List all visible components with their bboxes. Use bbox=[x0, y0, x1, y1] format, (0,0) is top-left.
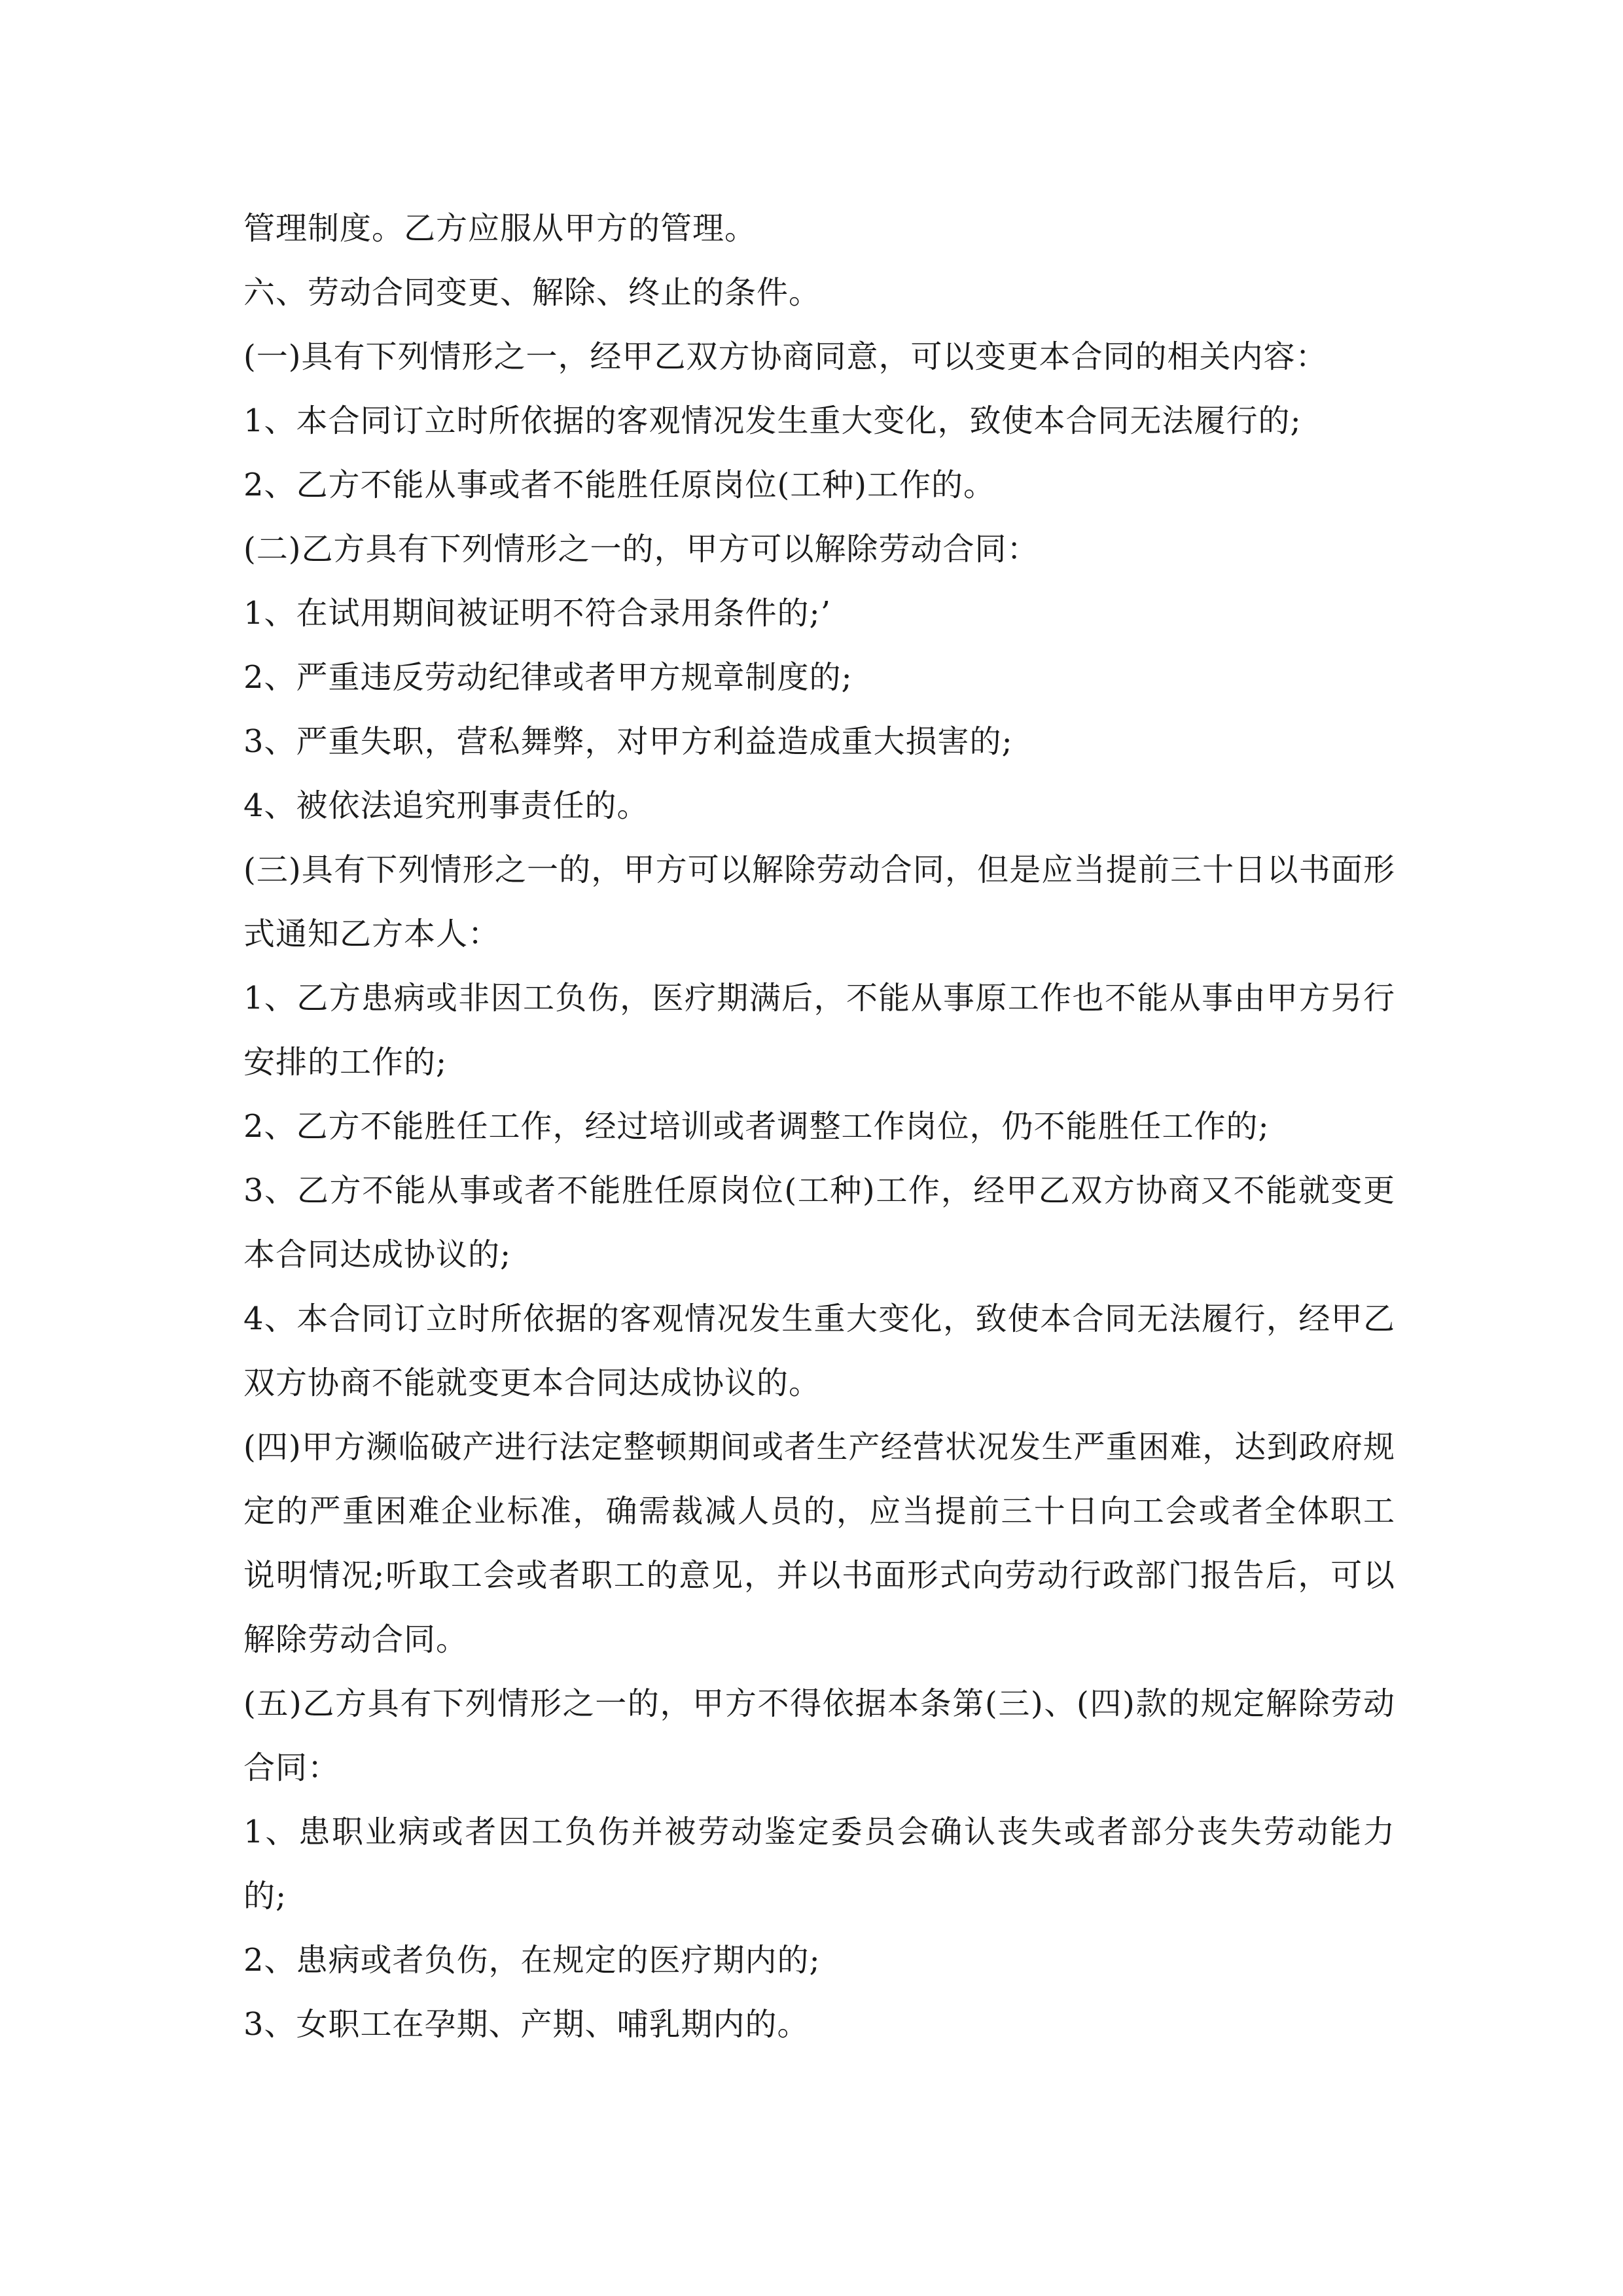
clause-1-item-2: 2、乙方不能从事或者不能胜任原岗位(工种)工作的。 bbox=[243, 467, 995, 503]
clause-3-item-4: 4、本合同订立时所依据的客观情况发生重大变化，致使本合同无法履行，经甲乙双方协商不能就变更本合同达成协议的。 bbox=[243, 1300, 1395, 1401]
clause-4-paragraph: (四)甲方濒临破产进行法定整顿期间或者生产经营状况发生严重困难，达到政府规定的严重困难企业标准，确需裁减人员的，应当提前三十日向工会或者全体职工说明情况;听取工会或者职工的意见，并以书面形式向劳动行政部门报告后，可以解除劳动合同。 bbox=[243, 1429, 1395, 1658]
paragraph-management-rules: 管理制度。乙方应服从甲方的管理。 bbox=[243, 210, 757, 247]
clause-3-heading: (三)具有下列情形之一的，甲方可以解除劳动合同，但是应当提前三十日以书面形式通知乙方本人： bbox=[243, 852, 1395, 952]
clause-5-heading: (五)乙方具有下列情形之一的，甲方不得依据本条第(三)、(四)款的规定解除劳动合同： bbox=[243, 1685, 1395, 1786]
clause-2-item-1: 1、在试用期间被证明不符合录用条件的;’ bbox=[243, 595, 831, 632]
clause-1-heading: (一)具有下列情形之一，经甲乙双方协商同意，可以变更本合同的相关内容： bbox=[243, 338, 1328, 375]
clause-2-item-4: 4、被依法追究刑事责任的。 bbox=[243, 787, 649, 824]
clause-3-item-1: 1、乙方患病或非因工负伤，医疗期满后，不能从事原工作也不能从事由甲方另行安排的工作的; bbox=[243, 980, 1395, 1081]
clause-5-item-3: 3、女职工在孕期、产期、哺乳期内的。 bbox=[243, 2006, 810, 2043]
clause-3-item-3: 3、乙方不能从事或者不能胜任原岗位(工种)工作，经甲乙双方协商又不能就变更本合同达成协议的; bbox=[243, 1172, 1395, 1273]
clause-2-item-3: 3、严重失职，营私舞弊，对甲方利益造成重大损害的; bbox=[243, 723, 1013, 760]
clause-2-heading: (二)乙方具有下列情形之一的，甲方可以解除劳动合同： bbox=[243, 531, 1039, 567]
document-body bbox=[243, 196, 1395, 2056]
clause-5-item-1: 1、患职业病或者因工负伤并被劳动鉴定委员会确认丧失或者部分丧失劳动能力的; bbox=[243, 1814, 1395, 1914]
clause-5-item-2: 2、患病或者负伤，在规定的医疗期内的; bbox=[243, 1942, 821, 1979]
section-heading-6: 六、劳动合同变更、解除、终止的条件。 bbox=[243, 274, 821, 311]
clause-2-item-2: 2、严重违反劳动纪律或者甲方规章制度的; bbox=[243, 659, 853, 696]
clause-3-item-2: 2、乙方不能胜任工作，经过培训或者调整工作岗位，仍不能胜任工作的; bbox=[243, 1108, 1270, 1145]
clause-1-item-1: 1、本合同订立时所依据的客观情况发生重大变化，致使本合同无法履行的; bbox=[243, 403, 1302, 439]
